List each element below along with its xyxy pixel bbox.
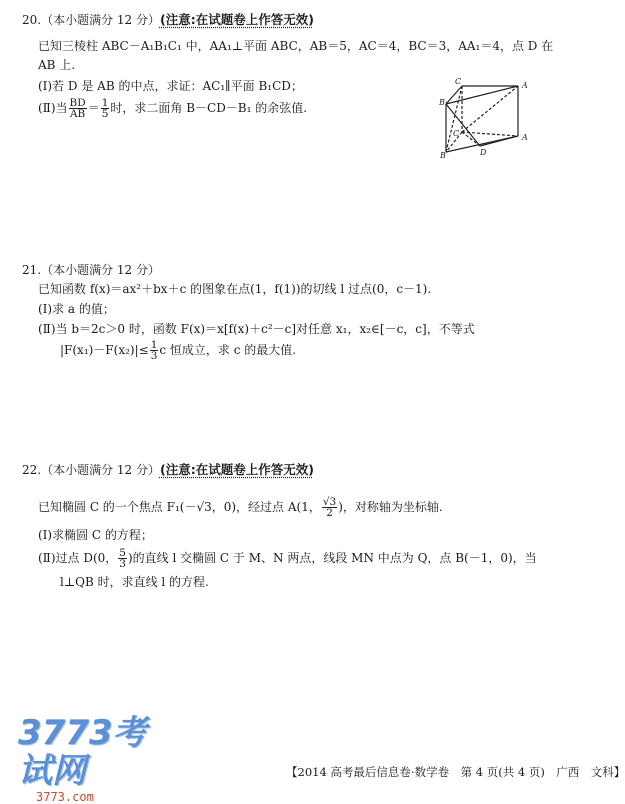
label-c1: C xyxy=(455,77,462,86)
label-c: C xyxy=(453,129,460,138)
q21-stem: 已知函数 f(x)＝ax²＋bx＋c 的图象在点(1，f(1))的切线 l 过点(0，c－1). xyxy=(38,282,432,296)
q21-part1: (Ⅰ)求 a 的值； xyxy=(38,302,115,316)
page-footer: 【2014 高考最后信息卷·数学卷 第 4 页(共 4 页) 广西 文科】 xyxy=(286,765,625,779)
q20-fraction-bd-ab xyxy=(69,98,87,119)
q22-part2-post: )的直线 l 交椭圆 C 于 M、N 两点，线段 MN 中点为 Q，点 B(－1，0)，当 xyxy=(127,551,537,565)
q22-stem xyxy=(38,497,443,518)
fraction-denominator: 2 xyxy=(326,507,333,519)
q20-part2-pre: (Ⅱ)当 xyxy=(38,101,68,115)
q21-heading xyxy=(22,262,160,278)
logo-wordmark: 3773考试网 xyxy=(18,713,147,791)
q22-fraction-sqrt3-2 xyxy=(322,497,337,518)
label-b1: B₁ xyxy=(439,98,449,107)
label-b: B xyxy=(440,151,446,160)
site-logo xyxy=(18,713,168,804)
fraction-numerator: 1 xyxy=(101,97,109,109)
fraction-numerator: BD xyxy=(69,97,86,109)
q22-part1: (Ⅰ)求椭圆 C 的方程； xyxy=(38,528,153,542)
q22-note: (注意:在试题卷上作答无效) xyxy=(159,462,314,477)
q22-fraction-five-thirds xyxy=(118,548,127,569)
q21-part2-cont xyxy=(60,340,296,361)
q20-heading xyxy=(22,12,314,28)
fraction-denominator: 3 xyxy=(150,350,158,362)
q21-inequality: |F(x₁)－F(x₂)|≤ xyxy=(60,343,149,357)
label-d: D xyxy=(480,148,487,157)
q22-part2 xyxy=(38,548,537,569)
q22-part2-cont: l⊥QB 时，求直线 l 的方程. xyxy=(60,575,209,589)
q22-heading xyxy=(22,462,314,478)
q20-fraction-one-fifth xyxy=(101,98,110,119)
q20-stem-line2: AB 上. xyxy=(38,58,76,72)
label-a1: A xyxy=(522,81,528,90)
q20-note: (注意:在试题卷上作答无效) xyxy=(159,12,314,27)
logo-domain: 3773.com xyxy=(36,790,94,804)
fraction-numerator: √3 xyxy=(322,496,337,508)
fraction-numerator: 5 xyxy=(119,547,126,559)
q21-part2-post: c 恒成立，求 c 的最大值. xyxy=(159,343,297,357)
q22-stem-post: )，对称轴为坐标轴. xyxy=(338,500,443,514)
q21-fraction-one-third xyxy=(150,340,159,361)
q20-stem-line1: 已知三棱柱 ABC－A₁B₁C₁ 中，AA₁⊥平面 ABC，AB＝5，AC＝4，BC＝3，AA₁＝4，点 D 在 xyxy=(38,39,554,53)
q20-part2-post: 时，求二面角 B－CD－B₁ 的余弦值. xyxy=(110,101,308,115)
q22-part2-pre: (Ⅱ)过点 D(0， xyxy=(38,551,118,565)
label-a: A xyxy=(522,133,528,142)
fraction-denominator: 5 xyxy=(101,108,109,120)
q22-stem-pre: 已知椭圆 C 的一个焦点 F₁(－√3，0)，经过点 A(1， xyxy=(38,500,321,514)
fraction-denominator: AB xyxy=(69,108,86,120)
q20-part1: (Ⅰ)若 D 是 AB 的中点，求证：AC₁∥平面 B₁CD； xyxy=(38,79,303,93)
q20-equals: ＝ xyxy=(87,101,100,115)
q21-part2: (Ⅱ)当 b＝2c＞0 时，函数 F(x)＝x[f(x)＋c²－c]对任意 x₁，x₂∈[－c，c]，不等式 xyxy=(38,322,475,336)
q20-number: 20.（本小题满分 12 分） xyxy=(22,13,160,27)
q20-part2 xyxy=(38,98,307,119)
prism-figure xyxy=(440,78,540,160)
fraction-numerator: 1 xyxy=(150,339,158,351)
fraction-denominator: 3 xyxy=(119,558,126,570)
q22-number: 22.（本小题满分 12 分） xyxy=(22,463,160,477)
q21-number: 21.（本小题满分 12 分） xyxy=(22,263,160,277)
